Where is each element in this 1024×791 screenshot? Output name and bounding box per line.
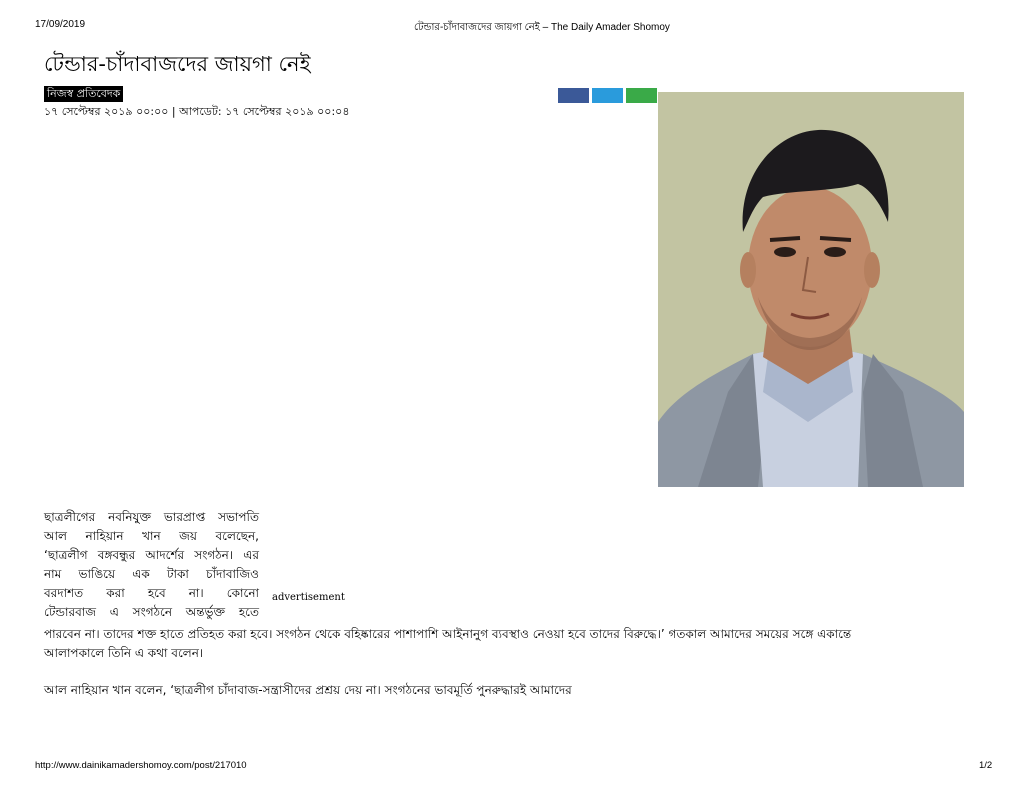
facebook-share-button[interactable] [558,88,589,103]
paragraph-line: ‘ছাত্রলীগ বঙ্গবন্ধুর আদর্শের সংগঠন। এর [44,548,259,562]
article-headline: টেন্ডার-চাঁদাবাজদের জায়গা নেই [44,52,311,76]
advertisement-label: advertisement [272,592,345,603]
article-paragraph-1-continued [44,625,984,663]
print-page-number: 1/2 [979,760,993,771]
paragraph-line: টেন্ডারবাজ এ সংগঠনে অন্তর্ভুক্ত হতে [44,605,259,619]
paragraph-line: আলাপকালে তিনি এ কথা বলেন। [44,646,204,660]
print-page-title: টেন্ডার-চাঁদাবাজদের জায়গা নেই – The Daily Amader Shomoy [414,22,670,33]
twitter-share-button[interactable] [592,88,623,103]
print-date: 17/09/2019 [35,19,86,30]
article-byline[interactable]: নিজস্ব প্রতিবেদক [44,86,123,102]
print-footer-url[interactable]: http://www.dainikamadershomoy.com/post/217010 [35,760,247,771]
paragraph-line: বরদাশত করা হবে না। কোনো [44,586,259,600]
paragraph-line: নাম ভাঙিয়ে এক টাকা চাঁদাবাজিও [44,567,259,581]
article-dates: ১৭ সেপ্টেম্বর ২০১৯ ০০:০০ | আপডেট: ১৭ সেপ্টেম্বর ২০১৯ ০০:০৪ [44,105,350,118]
paragraph-line: ছাত্রলীগের নবনিযুক্ত ভারপ্রাপ্ত সভাপতি [44,510,259,524]
paragraph-line: আল নাহিয়ান খান জয় বলেছেন, [44,529,259,543]
article-photo [658,92,964,487]
whatsapp-share-button[interactable] [626,88,657,103]
article-paragraph-1-narrow [44,508,259,622]
article-paragraph-2: আল নাহিয়ান খান বলেন, ‘ছাত্রলীগ চাঁদাবাজ-সন্ত্রাসীদের প্রশ্রয় দেয় না। সংগঠনের ভাবমূর্তি পুনরুদ্ধারই আমাদের [44,683,572,697]
paragraph-line: পারবেন না। তাদের শক্ত হাতে প্রতিহত করা হবে। সংগঠন থেকে বহিষ্কারের পাশাপাশি আইনানুগ ব্যবস্থাও নেওয়া হবে তাদের বিরুদ্ধে।’ গতকাল আমাদের সময়ের সঙ্গে একান্তে [44,627,852,641]
